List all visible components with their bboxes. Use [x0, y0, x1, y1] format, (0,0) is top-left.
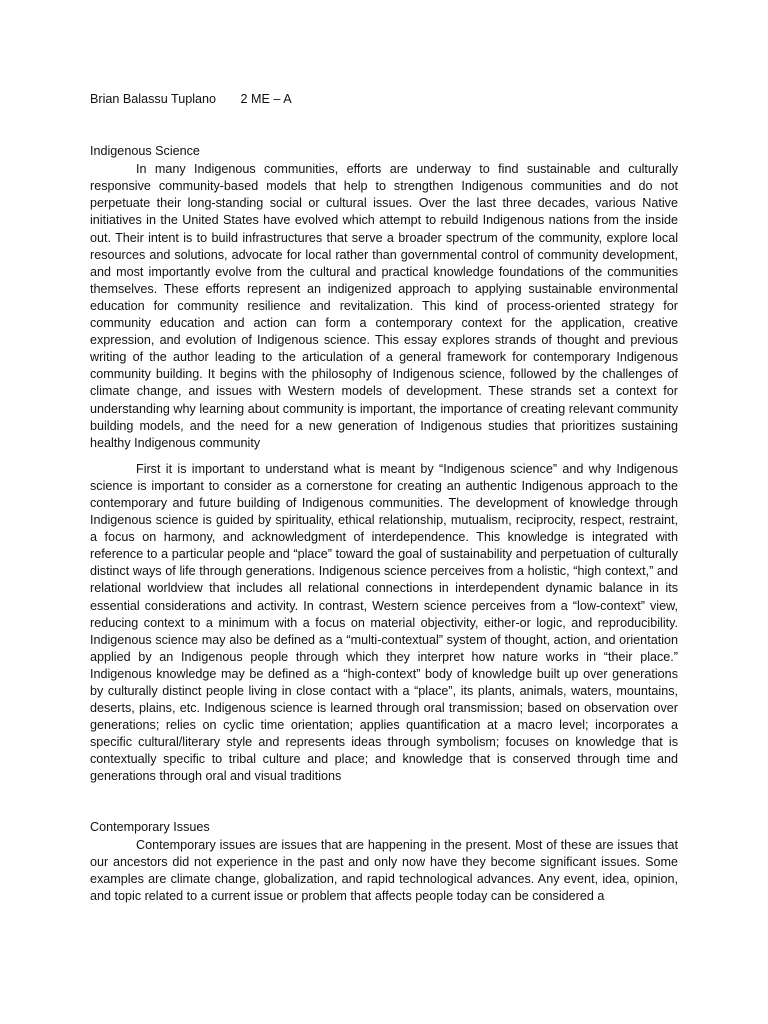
section-heading-indigenous-science: Indigenous Science: [90, 144, 200, 159]
paragraph: First it is important to understand what is meant by “Indigenous science” and why Indigenous science is important to consider as a cornerstone for creating an authentic Indigenous approach to the contemporary and future building of Indigenous communities. The development of knowledge through Indigenous science is guided by spirituality, ethical relationship, mutualism, reciprocity, respect, restraint, a focus on harmony, and acknowledgment of interdependence. This knowledge is integrated with reference to a particular people and “place” toward the goal of sustainability and perpetuation of culturally distinct ways of life through generations. Indigenous science perceives from a holistic, “high context,” and relational worldview that includes all relational connections in interdependent dynamic balance in its essential considerations and activity. In contrast, Western science perceives from a “low-context” view, reducing context to a minimum with a focus on material objectivity, either-or logic, and reproducibility. Indigenous science may also be defined as a “multi-contextual” system of thought, action, and orientation applied by an Indigenous people through which they interpret how nature works in “their place.” Indigenous knowledge may be defined as a “high-context” body of knowledge built up over generations by culturally distinct people living in close contact with a “place”, its plants, animals, waters, mountains, deserts, plains, etc. Indigenous science is learned through oral transmission; based on observation over generations; relies on cyclic time orientation; applies quantification at a macro level; incorporates a specific cultural/literary style and represents ideas through symbolism; focuses on knowledge that is contextually specific to tribal culture and place; and knowledge that is conserved through time and generations through oral and visual traditions: [90, 461, 678, 784]
class-section: 2 ME – A: [240, 92, 292, 106]
section-heading-contemporary-issues: Contemporary Issues: [90, 819, 210, 834]
paragraph: In many Indigenous communities, efforts are underway to find sustainable and culturally responsive community-based models that help to strengthen Indigenous communities and do not perpetuate their long-standing social or cultural issues. Over the last three decades, various Native initiatives in the United States have evolved which attempt to rebuild Indigenous nations from the inside out. Their intent is to build infrastructures that serve a broader spectrum of the community, explore local resources and solutions, advocate for local rather than governmental control of community development, and most importantly evolve from the cultural and practical knowledge foundations of the communities themselves. These efforts represent an indigenized approach to applying sustainable environmental education for community resilience and revitalization. This kind of process-oriented strategy for community education and action can form a contemporary context for the application, creative expression, and evolution of Indigenous science. This essay explores strands of thought and previous writing of the author leading to the articulation of a general framework for contemporary Indigenous community building. It begins with the philosophy of Indigenous science, followed by the challenges of climate change, and issues with Western models of development. These strands set a context for understanding why learning about community is important, the importance of creating relevant community building models, and the need for a new generation of Indigenous studies that prioritizes sustaining healthy Indigenous community: [90, 162, 678, 450]
author-name: Brian Balassu Tuplano: [90, 92, 217, 106]
document-header: [90, 91, 678, 108]
paragraph: Contemporary issues are issues that are happening in the present. Most of these are issues that our ancestors did not experience in the past and only now have they become significant issues. Some examples are climate change, globalization, and rapid technological advances. Any event, idea, opinion, and topic related to a current issue or problem that affects people today can be considered a: [90, 837, 678, 903]
